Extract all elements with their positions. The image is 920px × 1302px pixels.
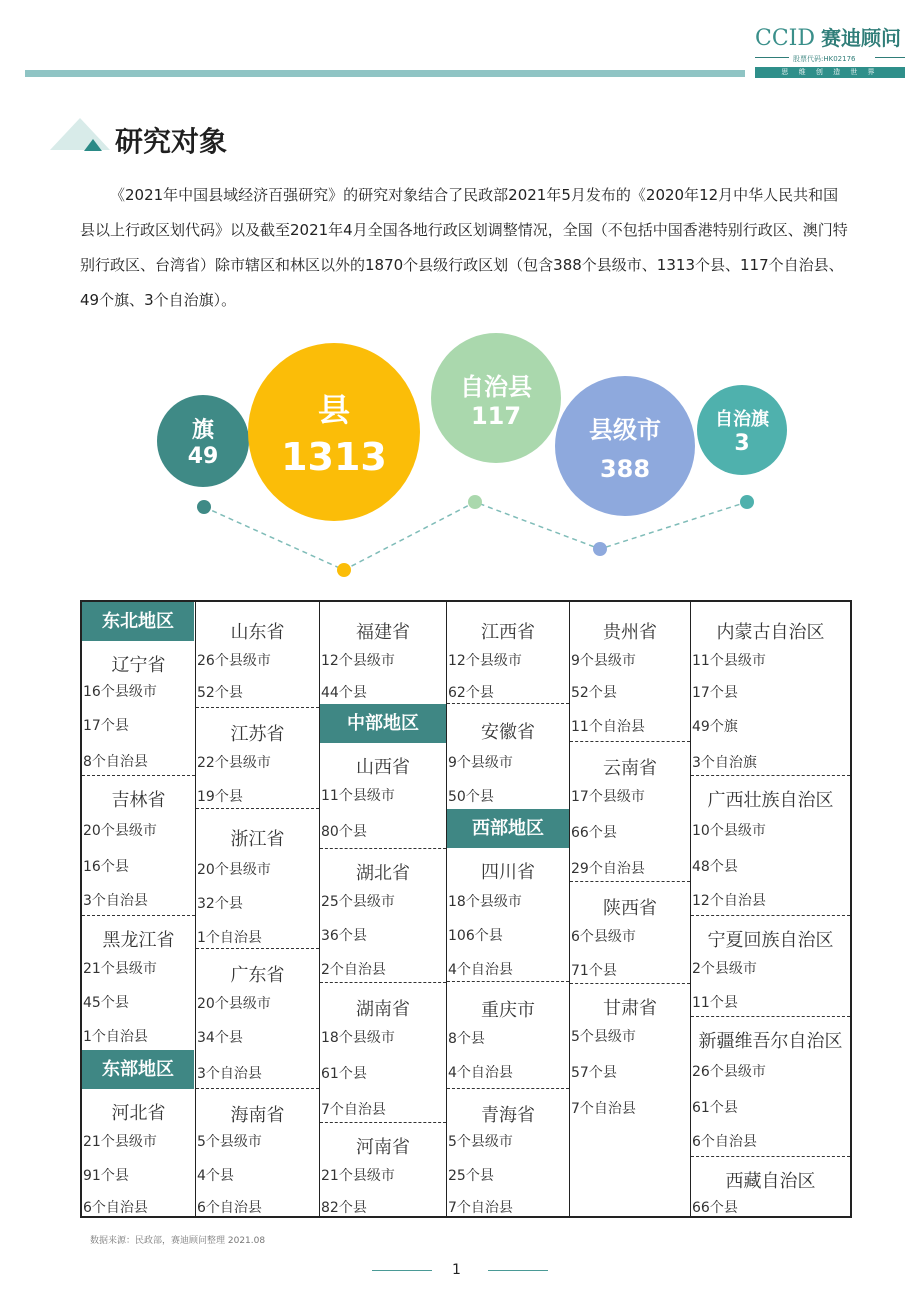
- province-block-gansu: [570, 984, 690, 1134]
- bubble-label: 自治旗: [715, 408, 769, 430]
- bubble-value: 117: [470, 401, 522, 430]
- province-name: 宁夏回族自治区: [707, 930, 834, 951]
- count-item: 80个县: [321, 824, 367, 840]
- province-block-shaanxi: [570, 882, 690, 984]
- logo-slogan: 思 维 创 造 世 界: [755, 67, 905, 78]
- province-name: 山西省: [356, 757, 410, 778]
- count-item: 18个县级市: [448, 894, 522, 910]
- province-block-guangxi: [691, 776, 850, 916]
- count-item: 9个县级市: [448, 755, 513, 771]
- count-item: 26个县级市: [197, 653, 271, 669]
- count-item: 6个县级市: [571, 929, 636, 945]
- data-source-note: 数据来源：民政部，赛迪顾问整理 2021.08: [90, 1236, 266, 1246]
- bubble-dot-zizhiqi: [740, 495, 754, 509]
- region-label-central: 中部地区: [320, 704, 446, 743]
- count-item: 32个县: [197, 896, 243, 912]
- count-item: 19个县: [197, 789, 243, 805]
- province-block-hainan: [196, 1089, 319, 1219]
- count-item: 26个县级市: [692, 1064, 766, 1080]
- count-item: 52个县: [571, 685, 617, 701]
- province-name: 内蒙古自治区: [716, 622, 825, 643]
- section-title: 研究对象: [115, 125, 228, 158]
- count-item: 12个县级市: [448, 653, 522, 669]
- province-block-henan: [320, 1123, 446, 1219]
- province-block-xinjiang: [691, 1017, 850, 1157]
- count-item: 7个自治县: [571, 1101, 636, 1117]
- bubble-xian: [248, 343, 420, 521]
- bubble-dot-xianjishi: [593, 542, 607, 556]
- count-item: 3个自治县: [197, 1066, 262, 1082]
- count-item: 44个县: [321, 685, 367, 701]
- province-block-qinghai: [447, 1089, 569, 1219]
- count-item: 9个县级市: [571, 653, 636, 669]
- province-block-fujian: [320, 602, 446, 704]
- bubble-value: 1313: [281, 435, 387, 479]
- province-name: 浙江省: [230, 829, 285, 850]
- province-block-neimenggu: [691, 602, 850, 776]
- count-item: 50个县: [448, 789, 494, 805]
- province-name: 甘肃省: [603, 998, 657, 1019]
- count-item: 17个县: [83, 718, 129, 734]
- province-block-yunnan: [570, 742, 690, 882]
- page-number: 1: [452, 1262, 461, 1278]
- province-name: 河北省: [111, 1103, 166, 1124]
- region-label-northeast: 东北地区: [82, 602, 194, 641]
- table-column: [447, 602, 570, 1216]
- count-item: 2个自治县: [321, 962, 386, 978]
- count-item: 61个县: [692, 1100, 738, 1116]
- count-item: 6个自治县: [692, 1134, 757, 1150]
- count-item: 11个自治县: [571, 719, 645, 735]
- province-block-guangdong: [196, 949, 319, 1089]
- bubble-dot-zizhixian: [468, 495, 482, 509]
- province-name: 河南省: [356, 1137, 410, 1158]
- province-block-heilongjiang: [82, 916, 195, 1050]
- count-item: 12个县级市: [321, 653, 395, 669]
- bubble-value: 388: [599, 454, 651, 483]
- province-block-hunan: [320, 983, 446, 1123]
- province-block-jilin: [82, 776, 195, 916]
- bubble-label: 县级市: [589, 415, 661, 444]
- count-item: 11个县级市: [692, 653, 766, 669]
- count-item: 5个县级市: [571, 1029, 636, 1045]
- table-column: [82, 602, 196, 1216]
- province-name: 青海省: [481, 1105, 535, 1126]
- province-name: 福建省: [356, 622, 410, 643]
- province-name: 广西壮族自治区: [707, 790, 834, 811]
- count-item: 20个县级市: [197, 862, 271, 878]
- province-block-shanxi: [320, 743, 446, 849]
- province-block-zhejiang: [196, 809, 319, 949]
- count-item: 7个自治县: [321, 1102, 386, 1118]
- province-name: 新疆维吾尔自治区: [698, 1031, 843, 1052]
- count-item: 7个自治县: [448, 1200, 513, 1216]
- region-label-east: 东部地区: [82, 1050, 194, 1089]
- count-item: 4个自治县: [448, 1065, 513, 1081]
- province-county-table: [80, 600, 852, 1218]
- count-item: 16个县: [83, 859, 129, 875]
- province-name: 湖北省: [356, 863, 410, 884]
- province-name: 吉林省: [111, 790, 166, 811]
- province-name: 贵州省: [603, 622, 657, 643]
- table-column: [570, 602, 691, 1216]
- count-item: 11个县级市: [321, 788, 395, 804]
- province-block-jiangsu: [196, 708, 319, 809]
- province-name: 江西省: [481, 622, 535, 643]
- bubble-zizhixian: [431, 333, 561, 463]
- province-block-hebei: [82, 1089, 195, 1219]
- province-name: 陕西省: [603, 898, 657, 919]
- count-item: 61个县: [321, 1066, 367, 1082]
- count-item: 20个县级市: [83, 823, 157, 839]
- count-item: 12个自治县: [692, 893, 766, 909]
- bubble-zizhiqi: [697, 385, 787, 475]
- count-item: 20个县级市: [197, 996, 271, 1012]
- province-name: 湖南省: [356, 999, 410, 1020]
- page-rule-right: [488, 1270, 548, 1271]
- intro-paragraph: 《2021年中国县域经济百强研究》的研究对象结合了民政部2021年5月发布的《2020年12月中华人民共和国县以上行政区划代码》以及截至2021年4月全国各地行政区划调整情况，全国（不包括中国香港特别行政区、澳门特别行政区、台湾省）除市辖区和林区以外的1870个县级行政区划（包含388个县级市、1313个县、117个自治县、49个旗、3个自治旗）。: [80, 186, 848, 309]
- province-name: 云南省: [603, 758, 657, 779]
- province-name: 四川省: [481, 862, 535, 883]
- count-item: 48个县: [692, 859, 738, 875]
- bubble-xianjishi: [555, 376, 695, 516]
- table-column: [196, 602, 320, 1216]
- table-column: [691, 602, 850, 1216]
- count-item: 22个县级市: [197, 755, 271, 771]
- count-item: 25个县: [448, 1168, 494, 1184]
- count-item: 1个自治县: [83, 1029, 148, 1045]
- count-item: 21个县级市: [83, 1134, 157, 1150]
- count-item: 5个县级市: [197, 1134, 262, 1150]
- bubble-connector-lines: [0, 0, 920, 600]
- province-name: 黑龙江省: [102, 930, 175, 951]
- count-item: 8个县: [448, 1031, 485, 1047]
- logo-brand-en: CCID: [755, 26, 815, 51]
- count-item: 6个自治县: [83, 1200, 148, 1216]
- province-block-anhui: [447, 704, 569, 809]
- count-item: 71个县: [571, 963, 617, 979]
- bubble-label: 自治县: [460, 372, 532, 401]
- province-block-ningxia: [691, 916, 850, 1017]
- count-item: 82个县: [321, 1200, 367, 1216]
- count-item: 25个县级市: [321, 894, 395, 910]
- bubble-label: 县: [317, 391, 350, 429]
- province-block-hubei: [320, 849, 446, 983]
- count-item: 3个自治旗: [692, 755, 757, 771]
- count-item: 66个县: [692, 1200, 738, 1216]
- count-item: 11个县: [692, 995, 738, 1011]
- count-item: 1个自治县: [197, 930, 262, 946]
- count-item: 17个县级市: [571, 789, 645, 805]
- province-name: 西藏自治区: [725, 1171, 816, 1192]
- bubble-dot-qi: [197, 500, 211, 514]
- count-item: 3个自治县: [83, 893, 148, 909]
- bubble-value: 49: [187, 444, 219, 469]
- province-block-liaoning: [82, 641, 195, 776]
- province-name: 安徽省: [481, 722, 535, 743]
- count-item: 21个县级市: [321, 1168, 395, 1184]
- count-item: 106个县: [448, 928, 503, 944]
- stock-code: 股票代码:HK02176: [793, 55, 856, 63]
- count-item: 4个自治县: [448, 962, 513, 978]
- count-item: 36个县: [321, 928, 367, 944]
- count-item: 52个县: [197, 685, 243, 701]
- table-column: [320, 602, 447, 1216]
- count-item: 17个县: [692, 685, 738, 701]
- bubble-qi: [157, 395, 249, 487]
- bubble-dot-xian: [337, 563, 351, 577]
- province-block-chongqing: [447, 982, 569, 1089]
- province-name: 山东省: [230, 622, 285, 643]
- count-item: 45个县: [83, 995, 129, 1011]
- province-name: 广东省: [230, 965, 285, 986]
- count-item: 2个县级市: [692, 961, 757, 977]
- count-item: 49个旗: [692, 719, 738, 735]
- count-item: 21个县级市: [83, 961, 157, 977]
- page-rule-left: [372, 1270, 432, 1271]
- count-item: 57个县: [571, 1065, 617, 1081]
- logo-brand-cn: 赛迪顾问: [821, 26, 901, 50]
- province-name: 辽宁省: [111, 655, 166, 676]
- count-item: 6个自治县: [197, 1200, 262, 1216]
- region-label-west: 西部地区: [447, 809, 569, 848]
- province-block-guizhou: [570, 602, 690, 742]
- province-block-shandong: [196, 602, 319, 708]
- count-item: 16个县级市: [83, 684, 157, 700]
- count-item: 91个县: [83, 1168, 129, 1184]
- count-item: 10个县级市: [692, 823, 766, 839]
- province-name: 海南省: [230, 1105, 285, 1126]
- count-item: 4个县: [197, 1168, 234, 1184]
- count-item: 18个县级市: [321, 1030, 395, 1046]
- province-block-sichuan: [447, 848, 569, 982]
- province-name: 重庆市: [481, 1000, 535, 1021]
- count-item: 34个县: [197, 1030, 243, 1046]
- province-name: 江苏省: [230, 724, 285, 745]
- count-item: 62个县: [448, 685, 494, 701]
- count-item: 8个自治县: [83, 754, 148, 770]
- count-item: 66个县: [571, 825, 617, 841]
- count-item: 29个自治县: [571, 861, 645, 877]
- bubble-label: 旗: [191, 418, 214, 443]
- province-block-jiangxi: [447, 602, 569, 704]
- province-block-xizang: [691, 1157, 850, 1219]
- bubble-value: 3: [734, 430, 750, 456]
- count-item: 5个县级市: [448, 1134, 513, 1150]
